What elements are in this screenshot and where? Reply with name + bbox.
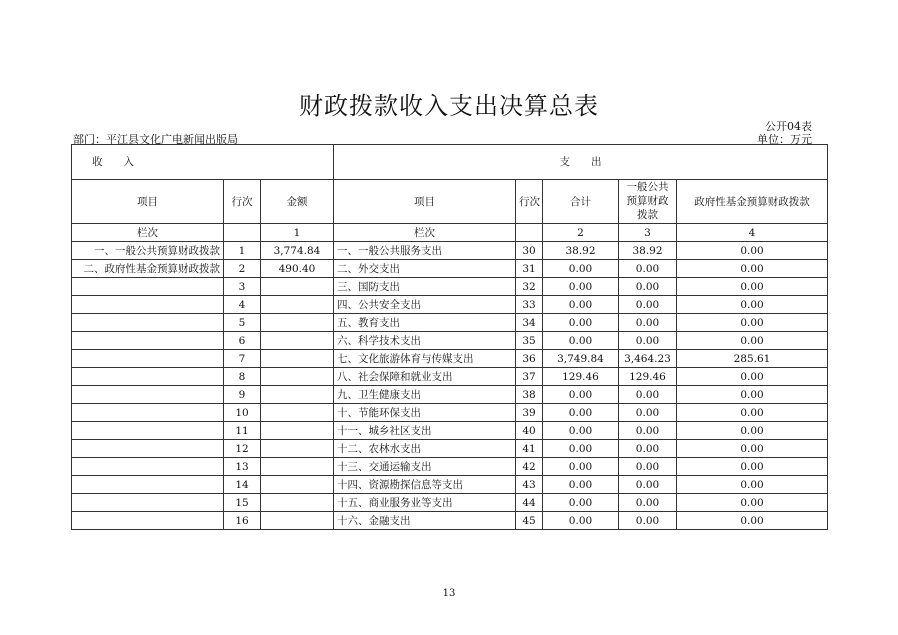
income-amount (261, 494, 334, 512)
expense-line-no: 30 (516, 242, 543, 260)
expense-item: 三、国防支出 (334, 278, 516, 296)
general-budget-value: 0.00 (619, 386, 677, 404)
expense-line-no: 35 (516, 332, 543, 350)
income-line-header: 行次 (224, 180, 261, 224)
table-row (72, 422, 828, 440)
expense-line-no: 37 (516, 368, 543, 386)
table-row (72, 494, 828, 512)
fund-budget-value: 0.00 (677, 386, 828, 404)
income-item (72, 404, 224, 422)
income-item (72, 440, 224, 458)
unit-label: 单位：万元 (757, 133, 812, 146)
general-budget-value: 0.00 (619, 458, 677, 476)
total-value: 38.92 (543, 242, 619, 260)
general-budget-value: 0.00 (619, 296, 677, 314)
general-budget-value: 0.00 (619, 314, 677, 332)
department-label: 部门：平江县文化广电新闻出版局 (73, 133, 238, 146)
table-row (72, 368, 828, 386)
table-row (72, 296, 828, 314)
fund-budget-value: 285.61 (677, 350, 828, 368)
income-line-no: 11 (224, 422, 261, 440)
income-amount: 3,774.84 (261, 242, 334, 260)
page-number: 13 (442, 588, 456, 599)
table-row (72, 314, 828, 332)
total-header: 合计 (543, 180, 619, 224)
income-line-no: 5 (224, 314, 261, 332)
general-budget-value: 0.00 (619, 476, 677, 494)
fund-budget-value: 0.00 (677, 476, 828, 494)
income-line-no: 3 (224, 278, 261, 296)
income-item (72, 494, 224, 512)
fund-budget-value: 0.00 (677, 512, 828, 530)
fund-budget-value: 0.00 (677, 458, 828, 476)
income-amount (261, 440, 334, 458)
fund-budget-value: 0.00 (677, 422, 828, 440)
table-row (72, 440, 828, 458)
general-budget-value: 38.92 (619, 242, 677, 260)
table-row (72, 512, 828, 530)
income-amount (261, 278, 334, 296)
income-line-no: 14 (224, 476, 261, 494)
total-value: 0.00 (543, 404, 619, 422)
general-budget-value: 0.00 (619, 440, 677, 458)
income-item (72, 350, 224, 368)
table-row (72, 350, 828, 368)
expense-item: 四、公共安全支出 (334, 296, 516, 314)
income-item (72, 314, 224, 332)
expense-item: 十五、商业服务业等支出 (334, 494, 516, 512)
total-value: 0.00 (543, 476, 619, 494)
expense-line-no: 38 (516, 386, 543, 404)
fund-budget-value: 0.00 (677, 296, 828, 314)
col-index-1: 1 (261, 224, 334, 242)
income-line-no: 7 (224, 350, 261, 368)
expense-item: 六、科学技术支出 (334, 332, 516, 350)
income-line-no: 8 (224, 368, 261, 386)
general-budget-value: 0.00 (619, 494, 677, 512)
expense-line-no: 32 (516, 278, 543, 296)
income-line-no: 15 (224, 494, 261, 512)
expense-item: 十、节能环保支出 (334, 404, 516, 422)
income-item (72, 278, 224, 296)
fund-budget-value: 0.00 (677, 494, 828, 512)
report-title: 财政拨款收入支出决算总表 (299, 92, 599, 120)
fund-budget-value: 0.00 (677, 242, 828, 260)
expense-line-no: 39 (516, 404, 543, 422)
fund-budget-header: 政府性基金预算财政拨款 (677, 180, 828, 224)
table-row (72, 332, 828, 350)
header-row-1 (72, 145, 828, 180)
income-item (72, 512, 224, 530)
income-item (72, 296, 224, 314)
total-value: 0.00 (543, 422, 619, 440)
total-value: 0.00 (543, 260, 619, 278)
income-amount: 490.40 (261, 260, 334, 278)
total-value: 0.00 (543, 296, 619, 314)
income-item (72, 422, 224, 440)
col-index-2: 2 (543, 224, 619, 242)
amount-header: 金额 (261, 180, 334, 224)
income-item (72, 476, 224, 494)
expense-line-no: 34 (516, 314, 543, 332)
col-label: 栏次 (72, 224, 224, 242)
expense-line-no: 45 (516, 512, 543, 530)
income-line-no: 10 (224, 404, 261, 422)
expense-line-no: 43 (516, 476, 543, 494)
expense-line-no: 42 (516, 458, 543, 476)
income-item: 一、一般公共预算财政拨款 (72, 242, 224, 260)
total-value: 0.00 (543, 314, 619, 332)
form-number: 公开04表 (765, 120, 812, 133)
col-index-blank (224, 224, 261, 242)
income-amount (261, 368, 334, 386)
income-amount (261, 512, 334, 530)
expense-line-no: 31 (516, 260, 543, 278)
income-item (72, 458, 224, 476)
income-amount (261, 350, 334, 368)
expense-item: 二、外交支出 (334, 260, 516, 278)
income-item (72, 332, 224, 350)
table-row (72, 260, 828, 278)
total-value: 0.00 (543, 458, 619, 476)
col-index-4: 4 (677, 224, 828, 242)
expense-line-no: 41 (516, 440, 543, 458)
expense-header: 支 出 (334, 145, 828, 180)
income-item-header: 项目 (72, 180, 224, 224)
income-amount (261, 476, 334, 494)
general-budget-value: 129.46 (619, 368, 677, 386)
budget-table (71, 144, 828, 530)
fund-budget-value: 0.00 (677, 332, 828, 350)
income-amount (261, 458, 334, 476)
fund-budget-value: 0.00 (677, 314, 828, 332)
total-value: 0.00 (543, 512, 619, 530)
expense-item: 十四、资源勘探信息等支出 (334, 476, 516, 494)
expense-item: 五、教育支出 (334, 314, 516, 332)
expense-item: 十六、金融支出 (334, 512, 516, 530)
general-budget-value: 0.00 (619, 512, 677, 530)
income-amount (261, 332, 334, 350)
expense-line-no: 33 (516, 296, 543, 314)
table-row (72, 404, 828, 422)
table-row (72, 458, 828, 476)
expense-item: 十一、城乡社区支出 (334, 422, 516, 440)
expense-item: 十二、农林水支出 (334, 440, 516, 458)
general-budget-value: 0.00 (619, 422, 677, 440)
income-line-no: 9 (224, 386, 261, 404)
header-row-2 (72, 180, 828, 224)
expense-line-no: 40 (516, 422, 543, 440)
income-line-no: 1 (224, 242, 261, 260)
expense-item: 十三、交通运输支出 (334, 458, 516, 476)
general-budget-header (619, 180, 677, 224)
income-line-no: 13 (224, 458, 261, 476)
fund-budget-value: 0.00 (677, 404, 828, 422)
general-budget-value: 0.00 (619, 332, 677, 350)
general-budget-value: 0.00 (619, 278, 677, 296)
fund-budget-value: 0.00 (677, 368, 828, 386)
general-budget-header-line3: 拨款 (637, 209, 658, 221)
col-index-blank-2 (516, 224, 543, 242)
income-line-no: 2 (224, 260, 261, 278)
income-amount (261, 404, 334, 422)
general-budget-value: 0.00 (619, 404, 677, 422)
expense-line-no: 36 (516, 350, 543, 368)
income-item (72, 368, 224, 386)
expense-item-header: 项目 (334, 180, 516, 224)
general-budget-value: 3,464.23 (619, 350, 677, 368)
expense-item: 八、社会保障和就业支出 (334, 368, 516, 386)
income-line-no: 6 (224, 332, 261, 350)
col-label-2: 栏次 (334, 224, 516, 242)
expense-item: 九、卫生健康支出 (334, 386, 516, 404)
expense-item: 七、文化旅游体育与传媒支出 (334, 350, 516, 368)
general-budget-header-line1: 一般公共 (626, 181, 669, 193)
general-budget-header-line2: 预算财政 (626, 195, 669, 207)
total-value: 129.46 (543, 368, 619, 386)
fund-budget-value: 0.00 (677, 440, 828, 458)
total-value: 0.00 (543, 386, 619, 404)
total-value: 3,749.84 (543, 350, 619, 368)
expense-item: 一、一般公共服务支出 (334, 242, 516, 260)
general-budget-value: 0.00 (619, 260, 677, 278)
total-value: 0.00 (543, 278, 619, 296)
income-line-no: 4 (224, 296, 261, 314)
total-value: 0.00 (543, 494, 619, 512)
expense-line-header: 行次 (516, 180, 543, 224)
income-amount (261, 296, 334, 314)
total-value: 0.00 (543, 332, 619, 350)
total-value: 0.00 (543, 440, 619, 458)
table-row (72, 386, 828, 404)
expense-line-no: 44 (516, 494, 543, 512)
col-index-3: 3 (619, 224, 677, 242)
income-item (72, 386, 224, 404)
income-amount (261, 422, 334, 440)
table-row (72, 476, 828, 494)
fund-budget-value: 0.00 (677, 278, 828, 296)
income-header: 收 入 (72, 145, 334, 180)
table-row (72, 242, 828, 260)
income-item: 二、政府性基金预算财政拨款 (72, 260, 224, 278)
column-index-row (72, 224, 828, 242)
income-line-no: 16 (224, 512, 261, 530)
income-line-no: 12 (224, 440, 261, 458)
income-amount (261, 386, 334, 404)
income-amount (261, 314, 334, 332)
fund-budget-value: 0.00 (677, 260, 828, 278)
table-row (72, 278, 828, 296)
